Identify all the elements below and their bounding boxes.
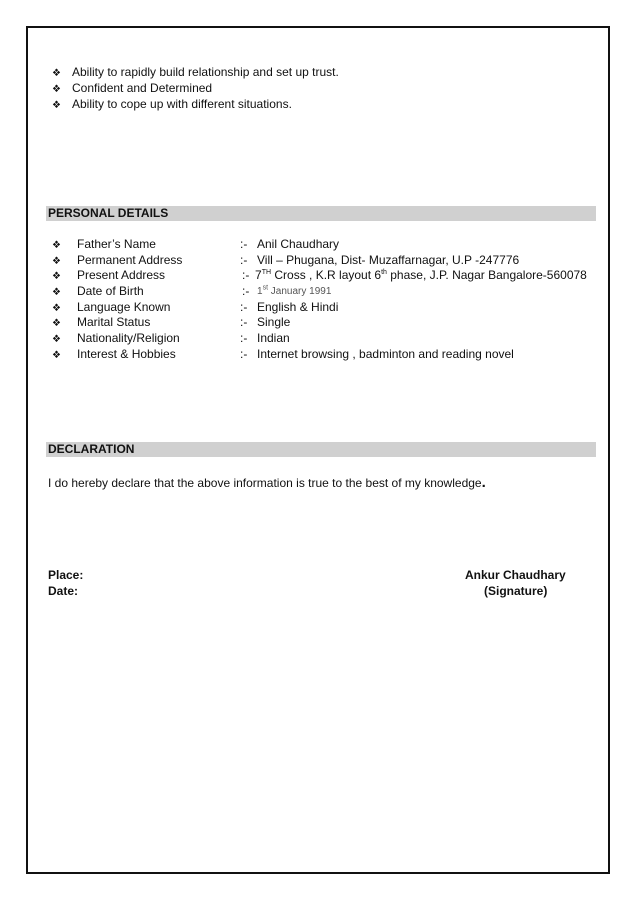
detail-separator: :- <box>240 331 248 346</box>
section-heading-declaration: DECLARATION <box>46 442 596 457</box>
detail-label: Marital Status <box>77 315 151 330</box>
declaration-text: I do hereby declare that the above information is true to the best of my knowledge. <box>48 474 486 491</box>
diamond-bullet-icon: ❖ <box>52 318 61 330</box>
detail-label: Present Address <box>77 268 166 283</box>
diamond-bullet-icon: ❖ <box>52 84 61 95</box>
skill-text: Confident and Determined <box>72 81 213 95</box>
diamond-bullet-icon: ❖ <box>52 302 61 314</box>
signature-label: (Signature) <box>484 584 548 598</box>
diamond-bullet-icon: ❖ <box>52 349 61 361</box>
detail-label: Date of Birth <box>77 284 144 299</box>
detail-value: 1st January 1991 <box>257 284 332 298</box>
skill-text: Ability to cope up with different situations. <box>72 97 292 111</box>
detail-separator: :- <box>240 346 248 361</box>
diamond-bullet-icon: ❖ <box>52 240 61 251</box>
detail-value: Anil Chaudhary <box>257 237 340 251</box>
place-label: Place: <box>48 568 84 582</box>
detail-separator: :- <box>242 268 250 283</box>
date-label: Date: <box>48 584 79 598</box>
detail-row <box>52 268 587 284</box>
section-heading-personal-details: PERSONAL DETAILS <box>46 206 596 221</box>
detail-label: Language Known <box>77 299 171 314</box>
detail-row <box>52 299 339 316</box>
detail-value: Internet browsing , badminton and reading novel <box>257 346 514 361</box>
detail-separator: :- <box>240 237 248 251</box>
diamond-bullet-icon: ❖ <box>52 334 61 346</box>
detail-row <box>52 252 520 269</box>
detail-row <box>52 284 332 300</box>
detail-row <box>52 331 290 347</box>
detail-label: Interest & Hobbies <box>77 346 176 361</box>
list-item <box>52 96 339 112</box>
diamond-bullet-icon: ❖ <box>52 271 61 283</box>
detail-separator: :- <box>240 252 248 267</box>
detail-label: Nationality/Religion <box>77 331 180 346</box>
detail-label: Permanent Address <box>77 252 183 267</box>
detail-separator: :- <box>240 315 248 330</box>
detail-row <box>52 237 340 253</box>
detail-row <box>52 346 514 363</box>
detail-value: Single <box>257 315 291 330</box>
skill-text: Ability to rapidly build relationship and set up trust. <box>72 65 339 79</box>
detail-row <box>52 315 291 331</box>
detail-value: 7TH Cross , K.R layout 6th phase, J.P. Nagar Bangalore-560078 <box>255 268 587 283</box>
detail-label: Father’s Name <box>77 237 156 251</box>
detail-value: Indian <box>257 331 290 346</box>
diamond-bullet-icon: ❖ <box>52 255 61 267</box>
diamond-bullet-icon: ❖ <box>52 287 61 299</box>
diamond-bullet-icon: ❖ <box>52 100 61 111</box>
list-item <box>52 80 339 96</box>
detail-value: Vill – Phugana, Dist- Muzaffarnagar, U.P -247776 <box>257 252 520 267</box>
detail-value: English & Hindi <box>257 299 339 314</box>
list-item <box>52 64 339 80</box>
diamond-bullet-icon: ❖ <box>52 68 61 79</box>
personal-details-list <box>52 237 587 363</box>
signatory-name: Ankur Chaudhary <box>465 568 566 582</box>
skills-list <box>52 64 339 112</box>
detail-separator: :- <box>240 299 248 314</box>
detail-separator: :- <box>242 284 250 299</box>
